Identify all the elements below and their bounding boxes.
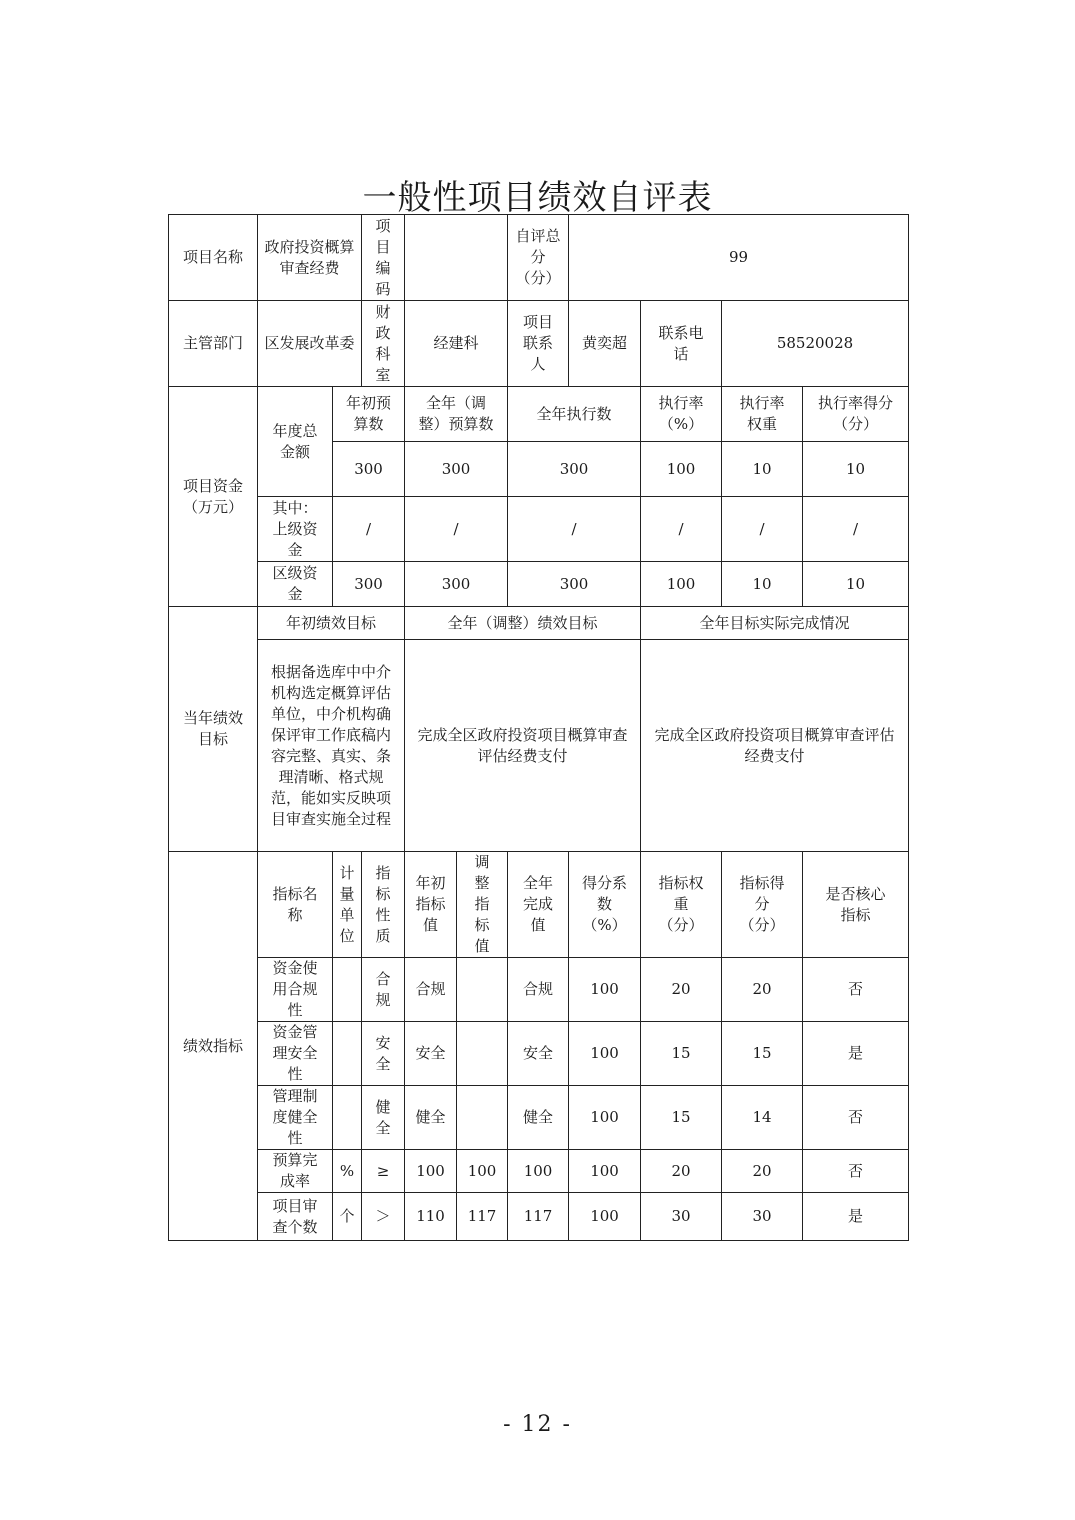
project-code-value [405, 215, 508, 301]
table-row [169, 1086, 909, 1150]
funds-label: 项目资金（万元） [169, 387, 258, 607]
funds-header-rate: 执行率（%） [641, 387, 722, 442]
project-name-value: 政府投资概算审查经费 [258, 215, 362, 301]
goals-actual-text: 完成全区政府投资项目概算审查评估经费支付 [641, 640, 909, 852]
ind-header-weight: 指标权重（分） [641, 852, 722, 958]
ind-nature: 安全 [362, 1022, 405, 1086]
ind-adjusted: 100 [457, 1150, 508, 1193]
ind-header-coef: 得分系数（%） [569, 852, 641, 958]
ind-adjusted [457, 958, 508, 1022]
ind-core: 否 [803, 958, 909, 1022]
ind-initial: 100 [405, 1150, 457, 1193]
funds-total-score: 10 [803, 442, 909, 497]
ind-header-unit: 计量单位 [333, 852, 362, 958]
funds-district-initial: 300 [333, 562, 405, 607]
self-evaluation-form [168, 214, 909, 1241]
ind-nature: ＞ [362, 1193, 405, 1241]
ind-unit [333, 1086, 362, 1150]
ind-header-name: 指标名称 [258, 852, 333, 958]
funds-total-executed: 300 [508, 442, 641, 497]
ind-completed: 合规 [508, 958, 569, 1022]
self-score-value: 99 [569, 215, 909, 301]
ind-weight: 15 [641, 1022, 722, 1086]
ind-score: 20 [722, 1150, 803, 1193]
phone-value: 58520028 [722, 301, 909, 387]
funds-superior-adjusted: / [405, 497, 508, 562]
ind-weight: 15 [641, 1086, 722, 1150]
funds-annual-total-label: 年度总金额 [258, 387, 333, 497]
ind-core: 否 [803, 1150, 909, 1193]
ind-completed: 117 [508, 1193, 569, 1241]
ind-nature: ≥ [362, 1150, 405, 1193]
ind-completed: 健全 [508, 1086, 569, 1150]
goals-adjusted-text: 完成全区政府投资项目概算审查评估经费支付 [405, 640, 641, 852]
ind-coef: 100 [569, 1086, 641, 1150]
funds-district-executed: 300 [508, 562, 641, 607]
ind-initial: 合规 [405, 958, 457, 1022]
indicators-label: 绩效指标 [169, 852, 258, 1241]
ind-adjusted: 117 [457, 1193, 508, 1241]
office-label: 财政科室 [362, 301, 405, 387]
ind-coef: 100 [569, 1022, 641, 1086]
funds-district-label: 区级资金 [258, 562, 333, 607]
ind-header-core: 是否核心指标 [803, 852, 909, 958]
dept-value: 区发展改革委 [258, 301, 362, 387]
ind-core: 否 [803, 1086, 909, 1150]
ind-score: 14 [722, 1086, 803, 1150]
office-value: 经建科 [405, 301, 508, 387]
ind-initial: 安全 [405, 1022, 457, 1086]
ind-name: 资金使用合规性 [258, 958, 333, 1022]
ind-name: 管理制度健全性 [258, 1086, 333, 1150]
ind-header-completed: 全年完成值 [508, 852, 569, 958]
funds-district-adjusted: 300 [405, 562, 508, 607]
funds-superior-label: 其中：上级资金 [258, 497, 333, 562]
funds-district-score: 10 [803, 562, 909, 607]
funds-total-rate: 100 [641, 442, 722, 497]
goals-header-adjusted: 全年（调整）绩效目标 [405, 607, 641, 640]
ind-coef: 100 [569, 1193, 641, 1241]
table-row [169, 958, 909, 1022]
funds-total-adjusted: 300 [405, 442, 508, 497]
funds-header-executed: 全年执行数 [508, 387, 641, 442]
table-row [169, 1022, 909, 1086]
ind-initial: 110 [405, 1193, 457, 1241]
dept-label: 主管部门 [169, 301, 258, 387]
ind-header-score: 指标得分（分） [722, 852, 803, 958]
goals-initial-text: 根据备选库中中介机构选定概算评估单位，中介机构确保评审工作底稿内容完整、真实、条理清晰、格式规范，能如实反映项目审查实施全过程 [258, 640, 405, 852]
contact-label: 项目联系人 [508, 301, 569, 387]
ind-unit [333, 958, 362, 1022]
ind-score: 20 [722, 958, 803, 1022]
ind-score: 30 [722, 1193, 803, 1241]
ind-completed: 安全 [508, 1022, 569, 1086]
funds-header-adjusted: 全年（调整）预算数 [405, 387, 508, 442]
ind-name: 资金管理安全性 [258, 1022, 333, 1086]
ind-name: 项目审查个数 [258, 1193, 333, 1241]
funds-district-rate: 100 [641, 562, 722, 607]
ind-header-initial: 年初指标值 [405, 852, 457, 958]
funds-header-weight: 执行率权重 [722, 387, 803, 442]
ind-header-nature: 指标性质 [362, 852, 405, 958]
ind-coef: 100 [569, 958, 641, 1022]
ind-nature: 合规 [362, 958, 405, 1022]
funds-total-weight: 10 [722, 442, 803, 497]
funds-district-weight: 10 [722, 562, 803, 607]
funds-header-initial: 年初预算数 [333, 387, 405, 442]
funds-superior-rate: / [641, 497, 722, 562]
ind-header-adjusted: 调整指标值 [457, 852, 508, 958]
project-code-label: 项目编码 [362, 215, 405, 301]
table-row [169, 1150, 909, 1193]
funds-header-score: 执行率得分（分） [803, 387, 909, 442]
project-name-label: 项目名称 [169, 215, 258, 301]
ind-coef: 100 [569, 1150, 641, 1193]
ind-initial: 健全 [405, 1086, 457, 1150]
ind-weight: 20 [641, 958, 722, 1022]
table-row [169, 1193, 909, 1241]
funds-superior-score: / [803, 497, 909, 562]
ind-core: 是 [803, 1022, 909, 1086]
page-number: - 12 - [503, 1412, 572, 1437]
funds-total-initial: 300 [333, 442, 405, 497]
ind-unit: % [333, 1150, 362, 1193]
goals-label: 当年绩效目标 [169, 607, 258, 852]
goals-header-initial: 年初绩效目标 [258, 607, 405, 640]
ind-completed: 100 [508, 1150, 569, 1193]
ind-adjusted [457, 1086, 508, 1150]
page-title: 一般性项目绩效自评表 [362, 178, 713, 218]
ind-nature: 健全 [362, 1086, 405, 1150]
ind-core: 是 [803, 1193, 909, 1241]
ind-weight: 30 [641, 1193, 722, 1241]
self-score-label: 自评总分（分） [508, 215, 569, 301]
ind-name: 预算完成率 [258, 1150, 333, 1193]
ind-unit: 个 [333, 1193, 362, 1241]
funds-superior-weight: / [722, 497, 803, 562]
goals-header-actual: 全年目标实际完成情况 [641, 607, 909, 640]
ind-score: 15 [722, 1022, 803, 1086]
phone-label: 联系电话 [641, 301, 722, 387]
funds-superior-initial: / [333, 497, 405, 562]
contact-value: 黄奕超 [569, 301, 641, 387]
ind-weight: 20 [641, 1150, 722, 1193]
ind-unit [333, 1022, 362, 1086]
funds-superior-executed: / [508, 497, 641, 562]
ind-adjusted [457, 1022, 508, 1086]
